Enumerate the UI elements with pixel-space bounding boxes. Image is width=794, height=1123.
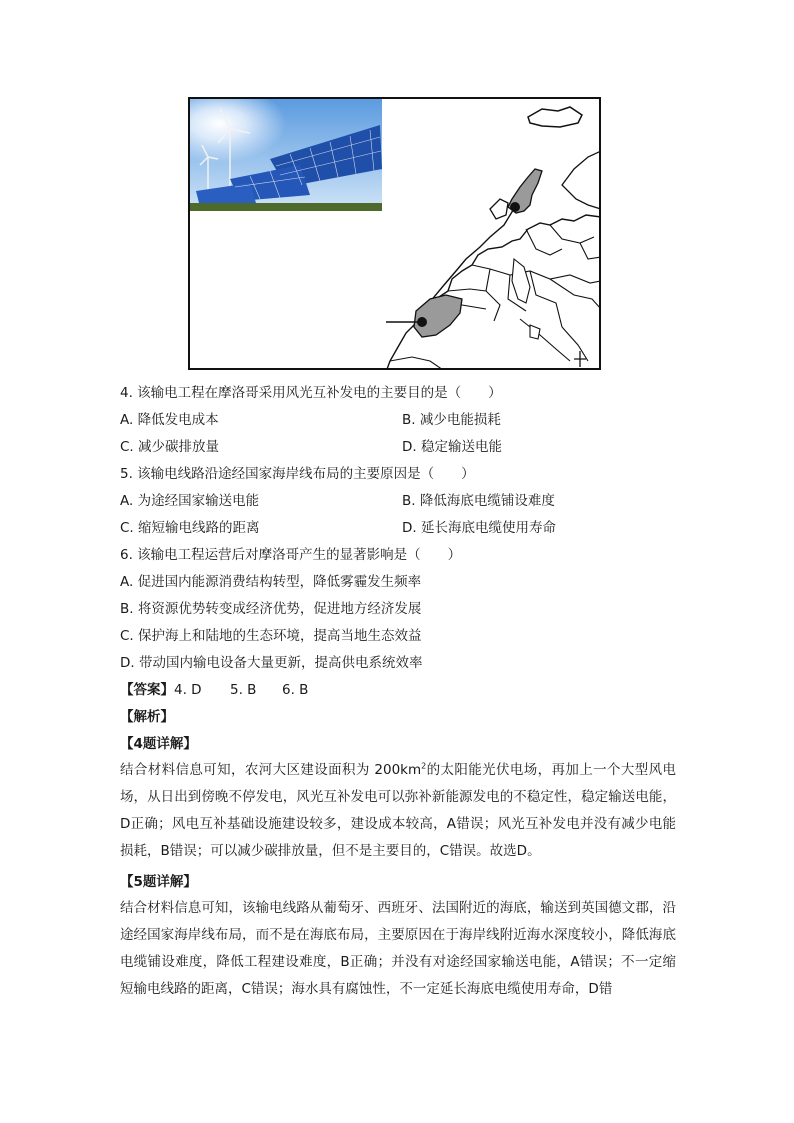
- question-6-stem: 6. 该输电工程运营后对摩洛哥产生的显著影响是（ ）: [120, 547, 462, 563]
- island-shape: [530, 325, 540, 339]
- scandinavia-shape: [562, 151, 601, 209]
- continent-coast: [386, 215, 601, 370]
- q6-option-c: C. 保护海上和陆地的生态环境，提高当地生态效益: [120, 628, 422, 644]
- detail-5-text: 结合材料信息可知，该输电线路从葡萄牙、西班牙、法国附近的海底，输送到英国德文郡，沿途经国家海岸线布局，而不是在海底布局，主要原因在于海岸线附近海水深度较小，降低海底电缆铺设难度，降低工程建设难度，B正确；并没有对途经国家输送电能，A错误；不一定缩短输电线路的距离，C错误；海水具有腐蚀性，不一定延长海底电缆使用寿命，D错: [120, 900, 676, 997]
- q5-option-b: B. 降低海底电缆铺设难度: [402, 493, 555, 509]
- answer-label: 【答案】: [120, 682, 174, 698]
- analysis-label: 【解析】: [120, 709, 174, 725]
- question-5-stem: 5. 该输电线路沿途经国家海岸线布局的主要原因是（ ）: [120, 466, 475, 482]
- ireland-shape: [490, 199, 508, 219]
- map-figure: [188, 97, 601, 370]
- q5-option-c: C. 缩短输电线路的距离: [120, 520, 260, 536]
- q4-option-a: A. 降低发电成本: [120, 412, 219, 428]
- q4-option-b: B. 减少电能损耗: [402, 412, 501, 428]
- answer-line: [120, 680, 308, 700]
- iceland-shape: [528, 107, 582, 127]
- detail-4-text-pre: 结合材料信息可知，农河大区建设面积为 200km: [120, 762, 422, 778]
- q5-option-d: D. 延长海底电缆使用寿命: [402, 520, 556, 536]
- answer-6: 6. B: [282, 682, 309, 698]
- scale-mark: [574, 351, 586, 367]
- italy-shape: [512, 259, 530, 303]
- answer-4: 4. D: [174, 682, 202, 698]
- q5-option-a: A. 为途经国家输送电能: [120, 493, 260, 509]
- morocco-dot: [417, 317, 427, 327]
- q6-option-d: D. 带动国内输电设备大量更新，提高供电系统效率: [120, 655, 423, 671]
- q6-option-b: B. 将资源优势转变成经济优势，促进地方经济发展: [120, 601, 422, 617]
- q4-option-d: D. 稳定输送电能: [402, 439, 502, 455]
- detail-4-label: 【4题详解】: [120, 736, 197, 752]
- country-borders: [390, 225, 601, 370]
- detail-5-label: 【5题详解】: [120, 874, 197, 890]
- solar-wind-photo: [190, 99, 382, 211]
- morocco-shape: [414, 295, 462, 337]
- detail-4-text: [120, 757, 676, 865]
- britain-dot: [510, 202, 520, 212]
- answer-5: 5. B: [230, 682, 257, 698]
- detail-4-superscript: 2: [421, 761, 427, 771]
- q6-option-a: A. 促进国内能源消费结构转型，降低雾霾发生频率: [120, 574, 422, 590]
- question-4-stem: 4. 该输电工程在摩洛哥采用风光互补发电的主要目的是（ ）: [120, 385, 502, 401]
- q4-option-c: C. 减少碳排放量: [120, 439, 220, 455]
- detail-4-text-post: 的太阳能光伏电场，再加上一个大型风电场，从日出到傍晚不停发电，风光互补发电可以弥补新能源发电的不稳定性，稳定输送电能，D正确；风电互补基础设施建设较多，建设成本较高，A错误；风光互补发电并没有减少电能损耗，B错误；可以减少碳排放量，但不是主要目的，C错误。故选D。: [120, 762, 676, 859]
